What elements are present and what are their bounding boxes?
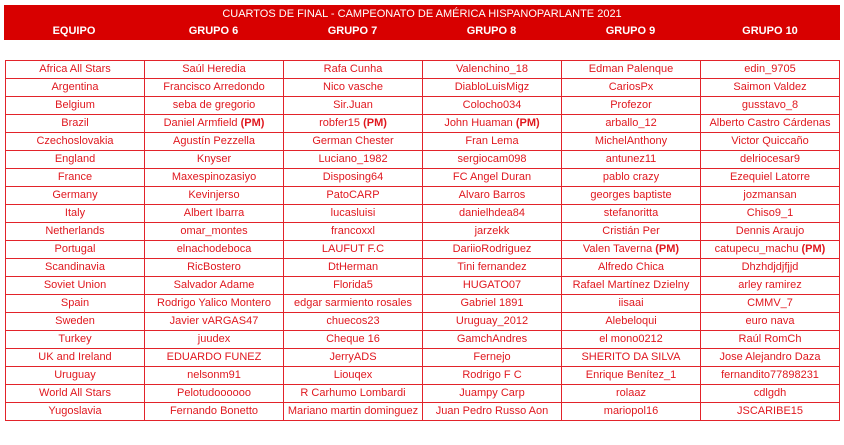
team-cell[interactable]: Spain bbox=[6, 295, 145, 313]
player-cell[interactable]: arley ramirez bbox=[701, 277, 840, 295]
table-row bbox=[6, 331, 840, 349]
player-cell[interactable]: Fran Lema bbox=[423, 133, 562, 151]
player-cell[interactable]: Dennis Araujo bbox=[701, 223, 840, 241]
player-cell[interactable]: Kevinjerso bbox=[145, 187, 284, 205]
player-cell[interactable]: nelsonm91 bbox=[145, 367, 284, 385]
player-cell[interactable]: arballo_12 bbox=[562, 115, 701, 133]
team-cell[interactable]: Uruguay bbox=[6, 367, 145, 385]
player-cell[interactable]: Francisco Arredondo bbox=[145, 79, 284, 97]
player-cell[interactable]: Dhzhdjdjfjjd bbox=[701, 259, 840, 277]
player-cell[interactable]: seba de gregorio bbox=[145, 97, 284, 115]
player-cell[interactable]: gusstavo_8 bbox=[701, 97, 840, 115]
player-cell[interactable]: Pelotudoooooo bbox=[145, 385, 284, 403]
table-row bbox=[6, 349, 840, 367]
player-cell[interactable]: SHERITO DA SILVA bbox=[562, 349, 701, 367]
player-cell[interactable]: juudex bbox=[145, 331, 284, 349]
player-cell[interactable]: Alfredo Chica bbox=[562, 259, 701, 277]
player-cell[interactable]: Agustín Pezzella bbox=[145, 133, 284, 151]
player-cell[interactable]: German Chester bbox=[284, 133, 423, 151]
table-row bbox=[6, 313, 840, 331]
team-cell[interactable]: Germany bbox=[6, 187, 145, 205]
player-cell[interactable]: Uruguay_2012 bbox=[423, 313, 562, 331]
player-cell[interactable]: EDUARDO FUNEZ bbox=[145, 349, 284, 367]
player-cell[interactable]: DtHerman bbox=[284, 259, 423, 277]
team-cell[interactable]: Italy bbox=[6, 205, 145, 223]
player-cell[interactable]: cdlgdh bbox=[701, 385, 840, 403]
player-cell[interactable]: georges baptiste bbox=[562, 187, 701, 205]
player-cell[interactable]: MichelAnthony bbox=[562, 133, 701, 151]
player-cell[interactable]: Edman Palenque bbox=[562, 61, 701, 79]
player-cell[interactable]: Javier vARGAS47 bbox=[145, 313, 284, 331]
player-cell[interactable]: Cheque 16 bbox=[284, 331, 423, 349]
player-cell[interactable]: Chiso9_1 bbox=[701, 205, 840, 223]
team-cell[interactable]: Brazil bbox=[6, 115, 145, 133]
team-cell[interactable]: Sweden bbox=[6, 313, 145, 331]
player-cell[interactable]: Mariano martin dominguez bbox=[284, 403, 423, 421]
team-cell[interactable]: Yugoslavia bbox=[6, 403, 145, 421]
team-cell[interactable]: England bbox=[6, 151, 145, 169]
team-cell[interactable]: Belgium bbox=[6, 97, 145, 115]
player-cell[interactable]: Valenchino_18 bbox=[423, 61, 562, 79]
player-cell[interactable]: el mono0212 bbox=[562, 331, 701, 349]
player-cell[interactable]: Rafael Martínez Dzielny bbox=[562, 277, 701, 295]
player-cell[interactable]: Fernejo bbox=[423, 349, 562, 367]
player-cell[interactable]: Valen Taverna (PM) bbox=[562, 241, 701, 259]
table-row bbox=[6, 295, 840, 313]
table-row bbox=[6, 133, 840, 151]
player-cell[interactable]: fernandito77898231 bbox=[701, 367, 840, 385]
player-cell[interactable]: Rodrigo F C bbox=[423, 367, 562, 385]
table-row bbox=[6, 223, 840, 241]
player-cell[interactable]: Tini fernandez bbox=[423, 259, 562, 277]
player-cell[interactable]: pablo crazy bbox=[562, 169, 701, 187]
player-cell[interactable]: Alberto Castro Cárdenas bbox=[701, 115, 840, 133]
player-cell[interactable]: JerryADS bbox=[284, 349, 423, 367]
team-cell[interactable]: Netherlands bbox=[6, 223, 145, 241]
player-cell[interactable]: CMMV_7 bbox=[701, 295, 840, 313]
team-cell[interactable]: Africa All Stars bbox=[6, 61, 145, 79]
player-cell[interactable]: JSCARIBE15 bbox=[701, 403, 840, 421]
player-cell[interactable]: jozmansan bbox=[701, 187, 840, 205]
column-header: GRUPO 7 bbox=[327, 25, 378, 37]
draw-table bbox=[5, 60, 840, 421]
player-cell[interactable]: Ezequiel Latorre bbox=[701, 169, 840, 187]
player-cell[interactable]: Saimon Valdez bbox=[701, 79, 840, 97]
table-row bbox=[6, 241, 840, 259]
table-row bbox=[6, 61, 840, 79]
player-cell[interactable]: LAUFUT F.C bbox=[284, 241, 423, 259]
table-row bbox=[6, 169, 840, 187]
player-cell[interactable]: FC Angel Duran bbox=[423, 169, 562, 187]
table-row bbox=[6, 277, 840, 295]
player-cell[interactable]: omar_montes bbox=[145, 223, 284, 241]
player-cell[interactable]: edgar sarmiento rosales bbox=[284, 295, 423, 313]
player-cell[interactable]: DariioRodriguez bbox=[423, 241, 562, 259]
player-cell[interactable]: jarzekk bbox=[423, 223, 562, 241]
player-cell[interactable]: Florida5 bbox=[284, 277, 423, 295]
player-cell[interactable]: Cristián Per bbox=[562, 223, 701, 241]
table-row bbox=[6, 385, 840, 403]
table-row bbox=[6, 97, 840, 115]
player-cell[interactable]: Daniel Armfield (PM) bbox=[145, 115, 284, 133]
player-cell[interactable]: edin_9705 bbox=[701, 61, 840, 79]
player-cell[interactable]: Nico vasche bbox=[284, 79, 423, 97]
player-cell[interactable]: Liouqex bbox=[284, 367, 423, 385]
player-cell[interactable]: Gabriel 1891 bbox=[423, 295, 562, 313]
player-cell[interactable]: Knyser bbox=[145, 151, 284, 169]
player-cell[interactable]: Saúl Heredia bbox=[145, 61, 284, 79]
player-cell[interactable]: Rodrigo Yalico Montero bbox=[145, 295, 284, 313]
column-header: GRUPO 8 bbox=[466, 25, 517, 37]
player-cell[interactable]: Rafa Cunha bbox=[284, 61, 423, 79]
player-cell[interactable]: Enrique Benítez_1 bbox=[562, 367, 701, 385]
table-row bbox=[6, 79, 840, 97]
player-cell[interactable]: euro nava bbox=[701, 313, 840, 331]
player-cell[interactable]: John Huaman (PM) bbox=[423, 115, 562, 133]
player-cell[interactable]: Juampy Carp bbox=[423, 385, 562, 403]
player-cell[interactable]: HUGATO07 bbox=[423, 277, 562, 295]
team-cell[interactable]: France bbox=[6, 169, 145, 187]
column-header: GRUPO 9 bbox=[605, 25, 656, 37]
player-cell[interactable]: Victor Quiccaño bbox=[701, 133, 840, 151]
player-cell[interactable]: antunez11 bbox=[562, 151, 701, 169]
player-cell[interactable]: Jose Alejandro Daza bbox=[701, 349, 840, 367]
table-row bbox=[6, 115, 840, 133]
team-cell[interactable]: Scandinavia bbox=[6, 259, 145, 277]
team-cell[interactable]: World All Stars bbox=[6, 385, 145, 403]
header-row bbox=[4, 23, 840, 40]
player-cell[interactable]: lucasluisi bbox=[284, 205, 423, 223]
table-row bbox=[6, 367, 840, 385]
table-row bbox=[6, 151, 840, 169]
player-cell[interactable]: mariopol16 bbox=[562, 403, 701, 421]
table-row bbox=[6, 205, 840, 223]
player-cell[interactable]: stefanoritta bbox=[562, 205, 701, 223]
player-cell[interactable]: catupecu_machu (PM) bbox=[701, 241, 840, 259]
player-cell[interactable]: Sir.Juan bbox=[284, 97, 423, 115]
player-cell[interactable]: CariosPx bbox=[562, 79, 701, 97]
table-row bbox=[6, 403, 840, 421]
team-cell[interactable]: Czechoslovakia bbox=[6, 133, 145, 151]
player-cell[interactable]: chuecos23 bbox=[284, 313, 423, 331]
player-cell[interactable]: R Carhumo Lombardi bbox=[284, 385, 423, 403]
table-row bbox=[6, 259, 840, 277]
player-cell[interactable]: DiabloLuisMigz bbox=[423, 79, 562, 97]
team-cell[interactable]: UK and Ireland bbox=[6, 349, 145, 367]
player-cell[interactable]: elnachodeboca bbox=[145, 241, 284, 259]
player-cell[interactable]: GamchAndres bbox=[423, 331, 562, 349]
team-cell[interactable]: Portugal bbox=[6, 241, 145, 259]
player-cell[interactable]: Salvador Adame bbox=[145, 277, 284, 295]
player-cell[interactable]: PatoCARP bbox=[284, 187, 423, 205]
player-cell[interactable]: robfer15 (PM) bbox=[284, 115, 423, 133]
column-header: GRUPO 10 bbox=[742, 25, 798, 37]
player-cell[interactable]: iisaai bbox=[562, 295, 701, 313]
team-cell[interactable]: Turkey bbox=[6, 331, 145, 349]
player-cell[interactable]: Raúl RomCh bbox=[701, 331, 840, 349]
player-cell[interactable]: Colocho034 bbox=[423, 97, 562, 115]
column-header: EQUIPO bbox=[52, 25, 96, 37]
player-cell[interactable]: sergiocam098 bbox=[423, 151, 562, 169]
player-cell[interactable]: Albert Ibarra bbox=[145, 205, 284, 223]
player-cell[interactable]: delriocesar9 bbox=[701, 151, 840, 169]
player-cell[interactable]: Luciano_1982 bbox=[284, 151, 423, 169]
player-cell[interactable]: Profezor bbox=[562, 97, 701, 115]
player-cell[interactable]: Juan Pedro Russo Aon bbox=[423, 403, 562, 421]
sheet-title: CUARTOS DE FINAL - CAMPEONATO DE AMÉRICA HISPANOPARLANTE 2021 bbox=[4, 5, 840, 23]
table-row bbox=[6, 187, 840, 205]
player-cell[interactable]: Alvaro Barros bbox=[423, 187, 562, 205]
player-cell[interactable]: Disposing64 bbox=[284, 169, 423, 187]
player-cell[interactable]: francoxxl bbox=[284, 223, 423, 241]
player-cell[interactable]: Alebeloqui bbox=[562, 313, 701, 331]
player-cell[interactable]: RicBostero bbox=[145, 259, 284, 277]
player-cell[interactable]: Fernando Bonetto bbox=[145, 403, 284, 421]
player-cell[interactable]: danielhdea84 bbox=[423, 205, 562, 223]
player-cell[interactable]: rolaaz bbox=[562, 385, 701, 403]
team-cell[interactable]: Soviet Union bbox=[6, 277, 145, 295]
column-header: GRUPO 6 bbox=[188, 25, 239, 37]
team-cell[interactable]: Argentina bbox=[6, 79, 145, 97]
player-cell[interactable]: Maxespinozasiyo bbox=[145, 169, 284, 187]
